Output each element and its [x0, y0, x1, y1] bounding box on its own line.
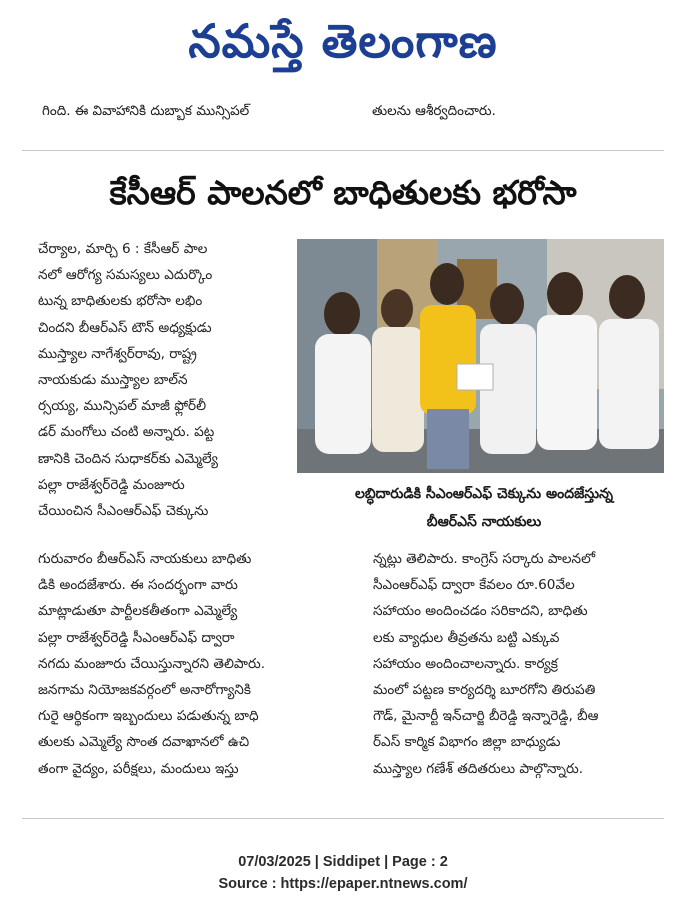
body-line: సహాయం అందించాలన్నారు. కార్యక్ర: [373, 655, 558, 672]
body-line: న్నట్లు తెలిపారు. కాంగ్రెస్ సర్కారు పాలనలో: [373, 551, 596, 567]
body-line: ముస్త్యాల గణేశ్ తదితరులు పాల్గొన్నారు.: [373, 760, 584, 777]
body-line: ముస్త్యాల నాగేశ్వర్‌రావు, రాష్ట్ర: [38, 345, 197, 362]
body-line: మంలో పట్టణ కార్యదర్శి బూరగోని తిరుపతి: [373, 682, 596, 699]
previous-article-text-left: గింది. ఈ వివాహానికి దుబ్బాక మున్సిపల్: [42, 103, 250, 119]
body-line: టున్న బాధితులకు భరోసా లభిం: [38, 293, 203, 310]
news-photo: [297, 239, 664, 473]
body-line: సహాయం అందించడం సరికాదని, బాధితు: [373, 603, 588, 620]
body-line: ర్‌ఎస్ కార్మిక విభాగం జిల్లా బాధ్యుడు: [373, 734, 561, 751]
article-headline: కేసీఆర్ పాలనలో బాధితులకు భరోసా: [109, 173, 577, 212]
body-line: డికి అందజేశారు. ఈ సందర్భంగా వారు: [38, 577, 238, 594]
article-column-1: [38, 236, 296, 524]
caption-line: లబ్ధిదారుడికి సీఎంఆర్‌ఎఫ్ చెక్కును అందజేస్తున్న: [354, 486, 614, 502]
body-line: ర్సయ్య, మున్సిపల్ మాజీ ఫ్లోర్‌లీ: [38, 398, 207, 415]
body-line: నాయకుడు ముస్త్యాల బాల్‌న: [38, 372, 188, 389]
top-divider: [22, 150, 664, 151]
body-line: నలో ఆరోగ్య సమస్యలు ఎదుర్కొం: [38, 267, 213, 284]
article-column-2: [38, 546, 348, 782]
body-line: జనగామ నియోజకవర్గంలో అనారోగ్యానికి: [38, 682, 251, 699]
news-photo-illustration: [297, 239, 664, 473]
body-line: గురువారం బీఆర్ఎస్ నాయకులు బాధితు: [38, 551, 252, 567]
masthead: [0, 6, 686, 76]
body-line: లకు వ్యాధుల తీవ్రతను బట్టి ఎక్కువ: [373, 629, 560, 646]
source-link[interactable]: Source : https://epaper.ntnews.com/: [218, 876, 468, 892]
body-line: తులకు ఎమ్మెల్యే సొంత దవాఖానలో ఉచి: [38, 734, 250, 751]
photo-caption: [304, 480, 664, 536]
body-line: చేర్యాల, మార్చి 6 : కేసీఆర్ పాల: [38, 241, 208, 257]
body-line: గురై ఆర్థికంగా ఇబ్బందులు పడుతున్న బాధి: [38, 708, 259, 725]
page-footer: [0, 851, 686, 895]
previous-article-text-right: తులను ఆశీర్వదించారు.: [372, 103, 496, 119]
article-column-3: [373, 546, 665, 782]
body-line: సీఎంఆర్‌ఎఫ్ ద్వారా కేవలం రూ.60వేల: [373, 577, 575, 594]
edition-info: 07/03/2025 | Siddipet | Page : 2: [238, 854, 448, 870]
body-line: చిందని బీఆర్ఎస్ టౌన్ అధ్యక్షుడు: [38, 319, 212, 336]
body-line: గౌడ్, మైనార్టీ ఇన్‌చార్జి బీరెడ్డి ఇన్నారెడ్డి, బీఆ: [373, 708, 599, 725]
body-line: డర్ మంగోలు చంటి అన్నారు. పట్ట: [38, 424, 215, 441]
newspaper-logo: నమస్తే తెలంగాణ: [188, 14, 498, 68]
body-line: పల్లా రాజేశ్వర్‌రెడ్డి సీఎంఆర్‌ఎఫ్ ద్వారా: [38, 629, 235, 646]
caption-line: బీఆర్ఎస్ నాయకులు: [426, 514, 542, 530]
bottom-divider: [22, 818, 664, 819]
body-line: పల్లా రాజేశ్వర్‌రెడ్డి మంజూరు: [38, 476, 185, 493]
body-line: మాట్లాడుతూ పార్టీలకతీతంగా ఎమ్మెల్యే: [38, 603, 238, 620]
body-line: చేయించిన సీఎంఆర్‌ఎఫ్ చెక్కును: [38, 503, 209, 520]
body-line: ణానికి చెందిన సుధాకర్‌కు ఎమ్మెల్యే: [38, 450, 218, 467]
body-line: నగదు మంజూరు చేయిస్తున్నారని తెలిపారు.: [38, 655, 266, 672]
body-line: తంగా వైద్యం, పరీక్షలు, మందులు ఇస్తు: [38, 760, 239, 777]
